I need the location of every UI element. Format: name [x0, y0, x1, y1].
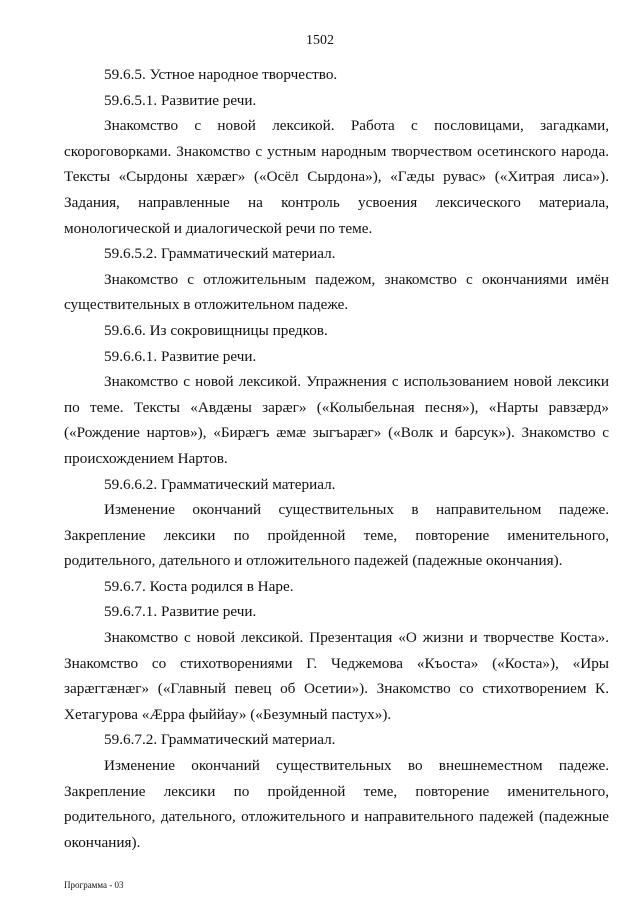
- section-heading: 59.6.5. Устное народное творчество.: [104, 66, 338, 83]
- subsection-heading: 59.6.5.1. Развитие речи.: [104, 91, 257, 109]
- body-paragraph: Знакомство с новой лексикой. Работа с пословицами, загадками, скороговорками. Знакомство с устным народным творчеством осетинского народа. Тексты «Сырдоны хæрæг» («Осёл Сырдона»), «Гæды рувас» («Хитрая лиса»). Задания, направленные на контроль усвоения лексического материала, монологической и диалогической речи по теме.: [64, 117, 609, 237]
- body-paragraph: Изменение окончаний существительных во внешнеместном падеже. Закрепление лексики по пройденной теме, повторение именительного, родительного, дательного, отложительного и направительного падежей (падежные окончания).: [64, 757, 609, 851]
- footer-label: Программа - 03: [64, 880, 124, 890]
- subsection-heading: 59.6.7.2. Грамматический материал.: [104, 731, 336, 749]
- subsection-heading: 59.6.6.1. Развитие речи.: [104, 347, 257, 365]
- section-heading: 59.6.6. Из сокровищницы предков.: [104, 321, 328, 339]
- subsection-heading: 59.6.5.2. Грамматический материал.: [104, 245, 336, 263]
- subsection-heading: 59.6.7.1. Развитие речи.: [104, 603, 257, 621]
- body-paragraph: Изменение окончаний существительных в направительном падеже. Закрепление лексики по пройденной теме, повторение именительного, родительного, дательного и отложительного падежей (падежные окончания).: [64, 501, 609, 570]
- page-number: 1502: [306, 33, 334, 48]
- body-paragraph: Знакомство с новой лексикой. Упражнения с использованием новой лексики по теме. Тексты «Авдæны зарæг» («Колыбельная песня»), «Нарты равзæрд» («Рождение нартов»), «Бирæгъ æмæ зыгъарæг» («Волк и барсук»). Знакомство с происхождением Нартов.: [64, 373, 609, 467]
- section-heading: 59.6.7. Коста родился в Наре.: [104, 577, 294, 595]
- body-paragraph: Знакомство с новой лексикой. Презентация «О жизни и творчестве Коста». Знакомство со стихотворениями Г. Чеджемова «Къоста» («Коста»), «Иры зарæггæнæг» («Главный певец об Осетии»). Знакомство со стихотворением К. Хетагурова «Æрра фыййау» («Безумный пастух»).: [64, 629, 609, 723]
- body-paragraph: Знакомство с отложительным падежом, знакомство с окончаниями имён существительных в отложительном падеже.: [64, 270, 609, 314]
- document-body: [64, 62, 609, 855]
- subsection-heading: 59.6.6.2. Грамматический материал.: [104, 475, 336, 493]
